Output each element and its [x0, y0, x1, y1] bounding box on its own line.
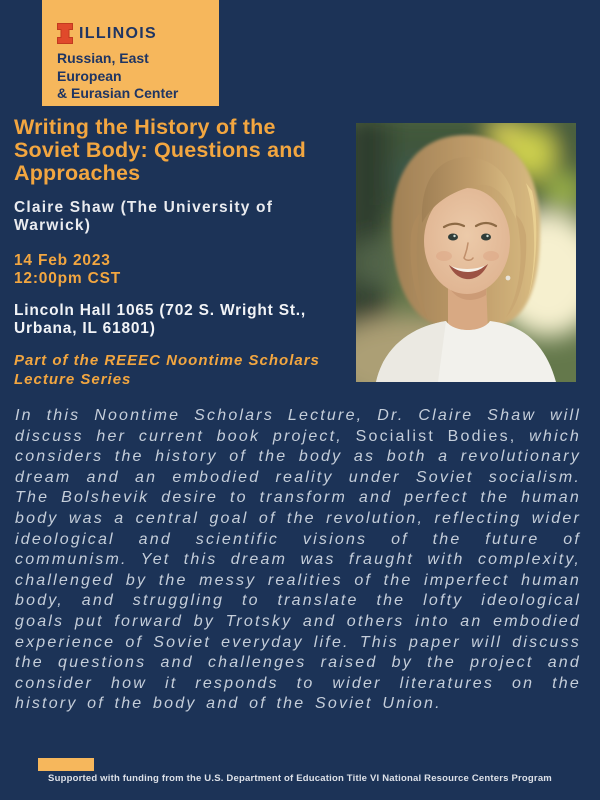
center-name-line1: Russian, East European — [57, 50, 149, 84]
accent-bar — [38, 758, 94, 771]
event-location-line: Urbana, IL 61801) — [14, 320, 156, 337]
event-location — [14, 302, 354, 338]
speaker-name-line: Warwick) — [14, 216, 92, 234]
illinois-logo — [57, 23, 211, 44]
illinois-wordmark: ILLINOIS — [79, 24, 157, 42]
event-datetime — [14, 252, 121, 288]
center-name-line2: & Eurasian Center — [57, 85, 179, 101]
abstract-segment: which considers the history of the body as both a revolutionary dream and an embodied reality under Soviet socialism. The Bolshevik desire to transform and perfect the human body was a central goal of the revolution, reflecting wider ideological and scientific visions of the future of communism. Yet this dream was fraught with complexity, challenged by the messy realities of the imperfect human body, and struggling to translate the lofty ideological goals put forward by Trotsky and others into an embodied experience of Soviet everyday life. This paper will discuss the questions and challenges raised by the project and consider how it responds to wider literatures on the history of the body and of the Soviet Union. — [15, 427, 581, 713]
speaker-name — [14, 199, 344, 234]
abstract-segment: In this Noontime Scholars Lecture, Dr. Claire Shaw will discuss her current book project, — [15, 407, 581, 445]
abstract-text — [15, 406, 581, 715]
event-time: 12:00pm CST — [14, 270, 121, 287]
lecture-series-line: Part of the REEEC Noontime Scholars — [14, 352, 320, 369]
speaker-name-line: Claire Shaw (The University of — [14, 199, 274, 216]
lecture-series-note — [14, 352, 364, 389]
speaker-photo — [356, 123, 576, 382]
funding-credit: Supported with funding from the U.S. Department of Education Title VI National Resource Centers Program — [48, 773, 552, 784]
event-location-line: Lincoln Hall 1065 (702 S. Wright St., — [14, 302, 307, 319]
event-date: 14 Feb 2023 — [14, 252, 111, 269]
lecture-series-line: Lecture Series — [14, 370, 132, 388]
event-title-line: Approaches — [14, 160, 141, 185]
event-title — [14, 116, 358, 184]
reeec-logo-box — [42, 0, 219, 106]
event-title-line: Soviet Body: Questions and — [14, 137, 306, 162]
book-title: Socialist Bodies, — [355, 427, 517, 445]
event-title-line: Writing the History of the — [14, 115, 276, 139]
illinois-block-i-icon — [57, 23, 73, 44]
